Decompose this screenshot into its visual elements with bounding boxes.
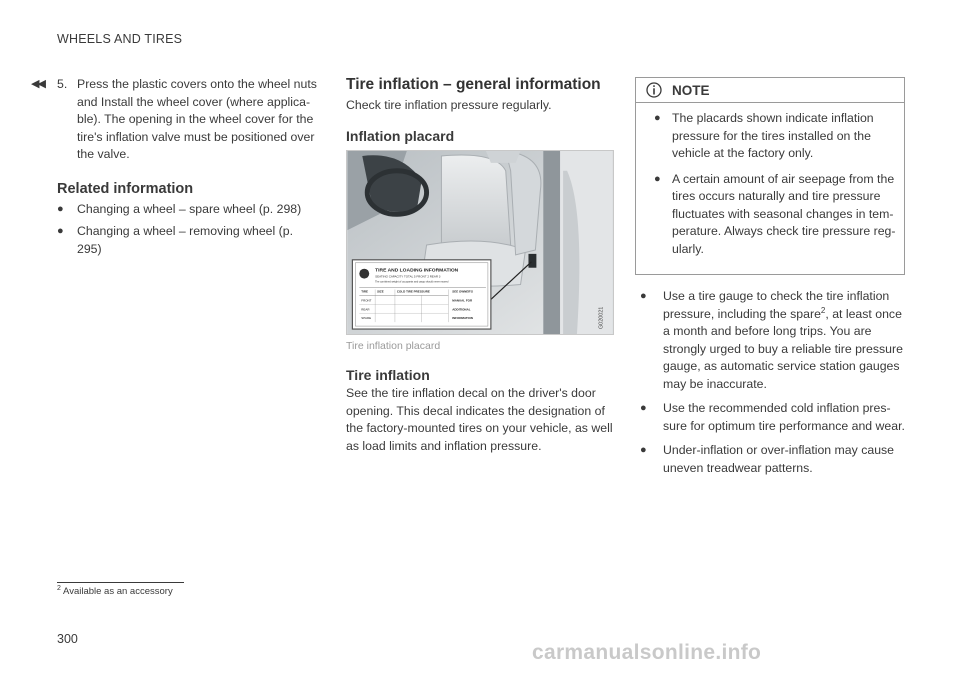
- step-number: 5.: [57, 77, 68, 91]
- label-col-owners: SEE OWNER'S: [452, 289, 474, 294]
- list-item: [635, 400, 905, 435]
- image-caption: Tire inflation placard: [346, 340, 441, 352]
- label-row-front: FRONT: [361, 298, 372, 303]
- label-manual-line-2: ADDITIONAL: [452, 307, 471, 312]
- label-manual-line-1: MANUAL FOR: [452, 298, 473, 303]
- footnote-number: 2: [57, 584, 61, 592]
- label-title: TIRE AND LOADING INFORMATION: [375, 268, 459, 274]
- tip-gauge-text-start: Use a tire gauge to check the tire inflation pressure, including the spare: [663, 289, 890, 321]
- placard-heading: Inflation placard: [346, 128, 455, 144]
- image-code: G020021: [598, 306, 605, 330]
- note-list: [644, 110, 896, 258]
- middle-column: [346, 75, 614, 455]
- inflation-tips-list: [635, 288, 905, 477]
- list-item-text: [663, 288, 905, 393]
- chapter-title: WHEELS AND TIRES: [57, 32, 183, 46]
- bullet-icon: ●: [654, 112, 661, 124]
- footnote: [57, 586, 173, 597]
- related-link-text: Changing a wheel – removing wheel (p. 295): [77, 224, 294, 256]
- inflation-placard-image: [346, 150, 614, 335]
- bullet-icon: ●: [640, 444, 647, 456]
- note-header: [636, 78, 904, 103]
- left-column: [57, 76, 319, 263]
- label-row-spare: SPARE: [361, 316, 372, 321]
- tire-inflation-heading: Tire inflation: [346, 367, 430, 383]
- related-link-text: Changing a wheel – spare wheel (p. 298): [77, 201, 302, 216]
- info-icon: [646, 82, 662, 98]
- page-number: 300: [57, 632, 78, 646]
- footnote-ref[interactable]: 2: [820, 305, 826, 315]
- list-item: [635, 442, 905, 477]
- label-col-tire: TIRE: [361, 289, 369, 294]
- label-combined: The combined weight of occupants and cargo should never exceed: [375, 280, 449, 284]
- bullet-icon: ●: [654, 172, 661, 185]
- related-link-spare-wheel[interactable]: [57, 201, 319, 219]
- related-link-removing-wheel[interactable]: [57, 223, 319, 258]
- label-seating: SEATING CAPACITY TOTAL 5 FRONT 2 REAR 3: [375, 274, 441, 279]
- note-text: A certain amount of air seepage from the tires occurs naturally and tire pressure fluctuates with seasonal changes in tem-perature. Always check tire pressure reg-ularly.: [672, 171, 896, 256]
- related-links-list: [57, 201, 319, 259]
- label-manual-line-3: INFORMATION: [452, 316, 473, 321]
- watermark: carmanualsonline.info: [532, 641, 762, 664]
- footnote-divider: [57, 582, 184, 583]
- bullet-icon: ●: [640, 290, 647, 302]
- section-title: Tire inflation – general information: [346, 76, 601, 93]
- note-title: NOTE: [672, 82, 710, 98]
- tire-inflation-body: See the tire inflation decal on the driver's door opening. This decal indicates the designation of the factory-mounted tires on your vehicle, as well as load limits and inflation pressure.: [346, 386, 613, 453]
- note-item: [644, 171, 896, 259]
- bullet-icon: ●: [57, 225, 64, 237]
- back-arrows-icon[interactable]: ◀◀: [31, 78, 44, 90]
- step-text: Press the plastic covers onto the wheel nuts and Install the wheel cover (where applica-ble). The opening in the wheel cover for the tire's inflation valve must be positioned over the valve.: [77, 77, 317, 161]
- note-item: [644, 110, 896, 163]
- label-row-rear: REAR: [361, 307, 370, 312]
- related-info-heading: Related information: [57, 180, 194, 197]
- tip-gauge-text-end: , at least once a month and before long trips. You are strongly urged to buy a reliable tire pressure gauge, as automatic service station gauges may be inaccurate.: [663, 306, 903, 391]
- footnote-text: Available as an accessory: [63, 586, 173, 597]
- right-column: [635, 77, 905, 484]
- label-col-size: SIZE: [377, 289, 384, 294]
- list-item-text: Use the recommended cold inflation pres-sure for optimum tire performance and wear.: [663, 401, 905, 433]
- step-item: [57, 76, 319, 164]
- section-intro: Check tire inflation pressure regularly.: [346, 98, 552, 112]
- note-box: [635, 77, 905, 275]
- list-item: [635, 288, 905, 393]
- bullet-icon: ●: [640, 402, 647, 414]
- bullet-icon: ●: [57, 202, 64, 215]
- label-col-pressure: COLD TIRE PRESSURE: [396, 289, 430, 294]
- note-text: The placards shown indicate inflation pressure for the tires installed on the vehicle at the factory only.: [672, 111, 874, 160]
- list-item-text: Under-inflation or over-inflation may cause uneven treadwear patterns.: [663, 443, 895, 475]
